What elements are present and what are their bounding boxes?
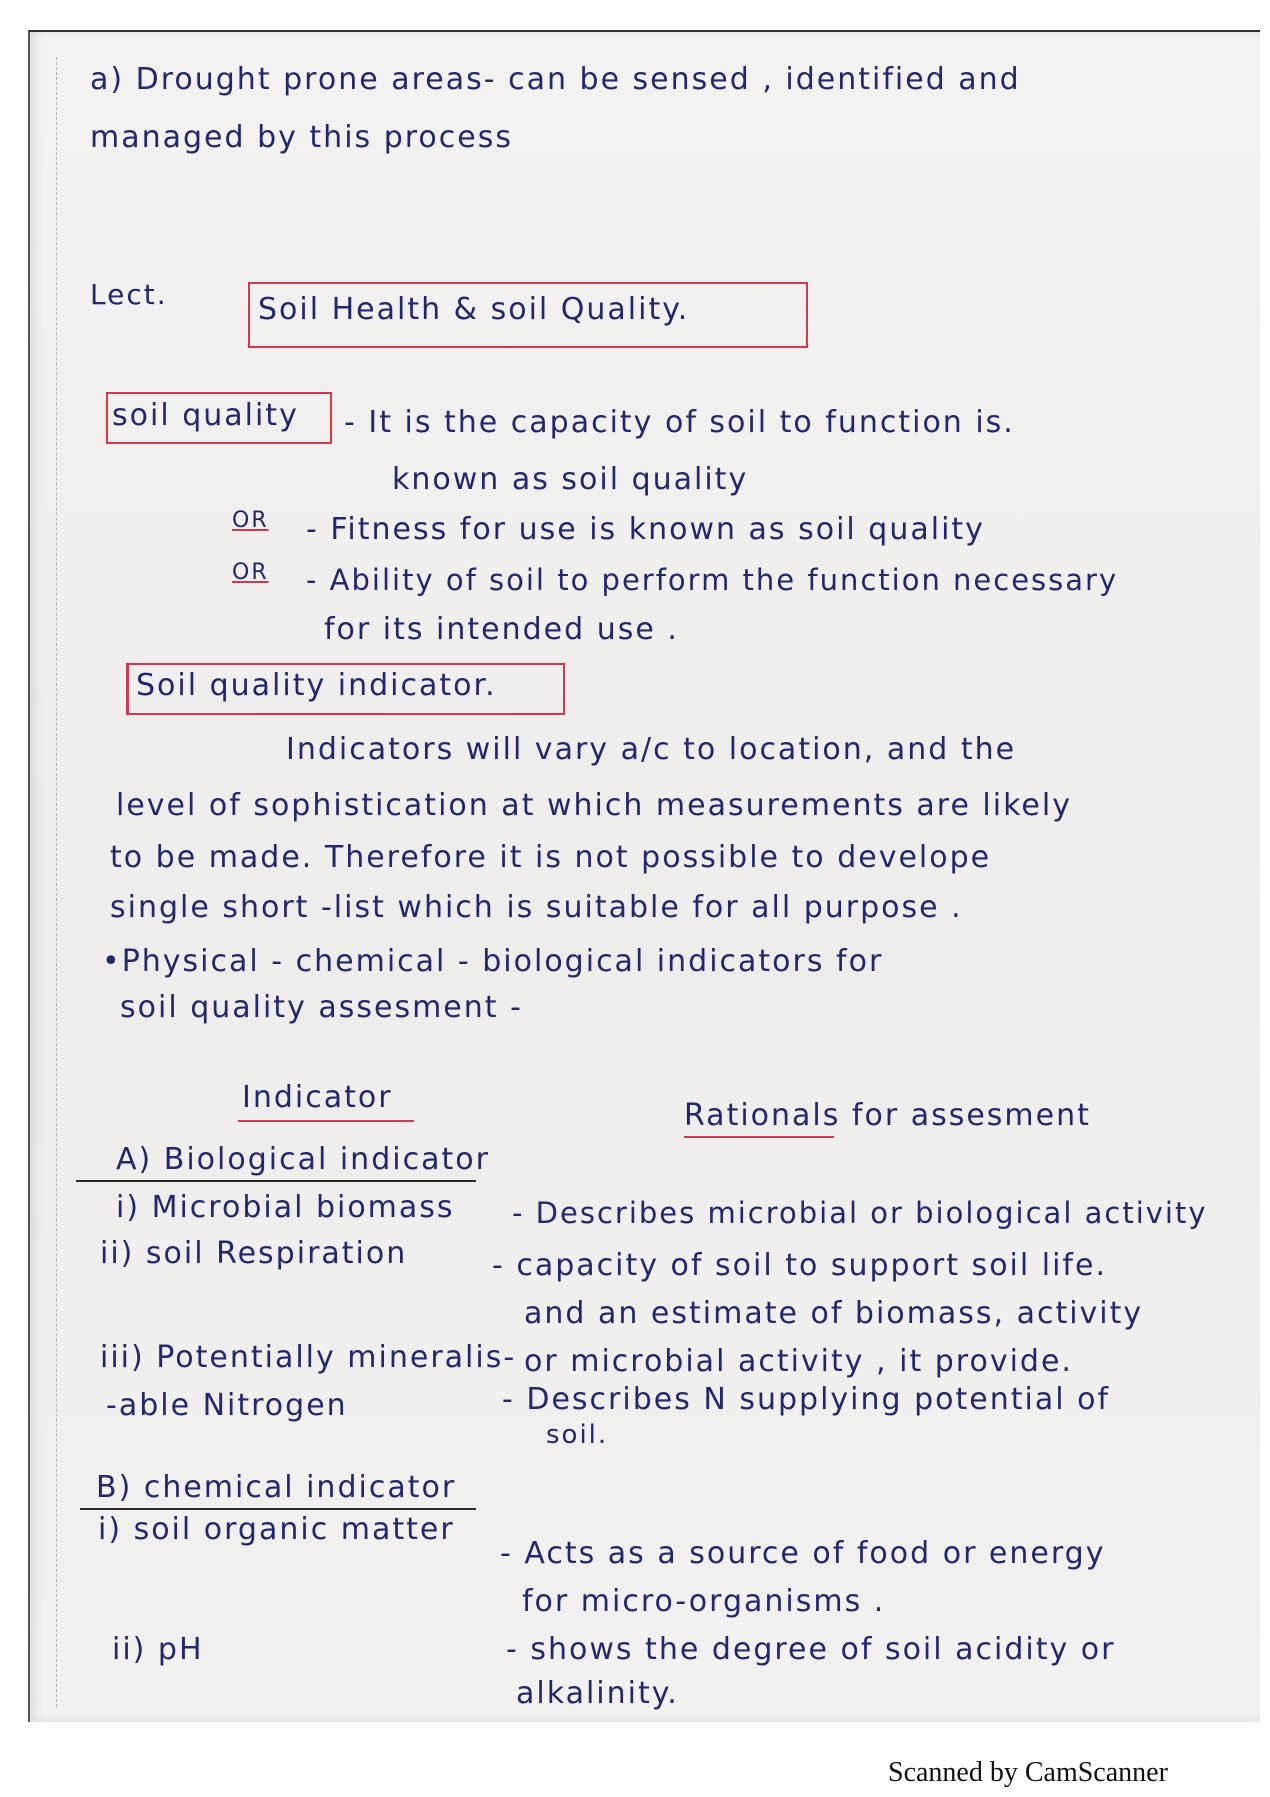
chem-item-2: ii) pH bbox=[112, 1632, 204, 1667]
bio-rationale-continued-2: or microbial activity , it provide. bbox=[524, 1344, 1073, 1379]
biological-heading-rule bbox=[76, 1180, 476, 1182]
lecture-label: Lect. bbox=[90, 278, 168, 311]
bio-item-3b: -able Nitrogen bbox=[106, 1388, 348, 1423]
bio-item-1-rationale: - Describes microbial or biological activity bbox=[512, 1196, 1208, 1230]
bio-item-2-rationale: - capacity of soil to support soil life. bbox=[492, 1248, 1107, 1283]
indicator-bullet-1: •Physical - chemical - biological indicators for bbox=[102, 944, 884, 979]
margin-line bbox=[56, 57, 57, 1707]
indicator-para-2: level of sophistication at which measurements are likely bbox=[116, 788, 1072, 823]
chem-item-2-rationale-1: - shows the degree of soil acidity or bbox=[506, 1632, 1116, 1667]
definition-2: - Fitness for use is known as soil quality bbox=[306, 512, 985, 547]
definition-3a: - Ability of soil to perform the function necessary bbox=[306, 563, 1119, 597]
chem-item-1-rationale-1: - Acts as a source of food or energy bbox=[500, 1536, 1106, 1571]
chem-item-2-rationale-2: alkalinity. bbox=[516, 1676, 679, 1711]
bio-item-3-rationale-1: - Describes N supplying potential of bbox=[502, 1382, 1111, 1417]
indicator-title: Soil quality indicator. bbox=[136, 668, 497, 703]
or-label-2: OR bbox=[232, 560, 269, 585]
indicator-para-3: to be made. Therefore it is not possible to develope bbox=[110, 840, 992, 875]
bio-item-3-rationale-2: soil. bbox=[546, 1420, 609, 1450]
column-header-rationale-underline bbox=[684, 1136, 834, 1138]
bio-item-2: ii) soil Respiration bbox=[100, 1236, 408, 1271]
intro-line-1: a) Drought prone areas- can be sensed , identified and bbox=[90, 62, 1021, 97]
chemical-heading-rule bbox=[80, 1508, 476, 1510]
chem-item-1: i) soil organic matter bbox=[98, 1512, 455, 1547]
column-header-rationale: Rationals for assesment bbox=[684, 1098, 1091, 1133]
definition-1b: known as soil quality bbox=[392, 462, 749, 497]
chemical-heading: B) chemical indicator bbox=[96, 1470, 457, 1505]
bio-item-1: i) Microbial biomass bbox=[116, 1190, 455, 1225]
definition-3b: for its intended use . bbox=[324, 612, 679, 647]
column-header-indicator-underline bbox=[238, 1120, 414, 1122]
soil-quality-term: soil quality bbox=[112, 398, 299, 433]
bio-rationale-continued-1: and an estimate of biomass, activity bbox=[524, 1296, 1144, 1331]
intro-line-2: managed by this process bbox=[90, 120, 513, 155]
column-header-indicator: Indicator bbox=[242, 1080, 393, 1115]
indicator-para-4: single short -list which is suitable for all purpose . bbox=[110, 890, 963, 925]
biological-heading: A) Biological indicator bbox=[116, 1142, 490, 1177]
indicator-bullet-2: soil quality assesment - bbox=[120, 990, 523, 1025]
scanner-watermark: Scanned by CamScanner bbox=[888, 1757, 1168, 1788]
lecture-title: Soil Health & soil Quality. bbox=[258, 292, 690, 327]
bio-item-3a: iii) Potentially mineralis- bbox=[100, 1340, 517, 1375]
chem-item-1-rationale-2: for micro-organisms . bbox=[522, 1584, 886, 1619]
indicator-para-1: Indicators will vary a/c to location, and the bbox=[286, 732, 1017, 767]
definition-1a: - It is the capacity of soil to function is. bbox=[344, 405, 1015, 440]
or-label-1: OR bbox=[232, 508, 269, 533]
